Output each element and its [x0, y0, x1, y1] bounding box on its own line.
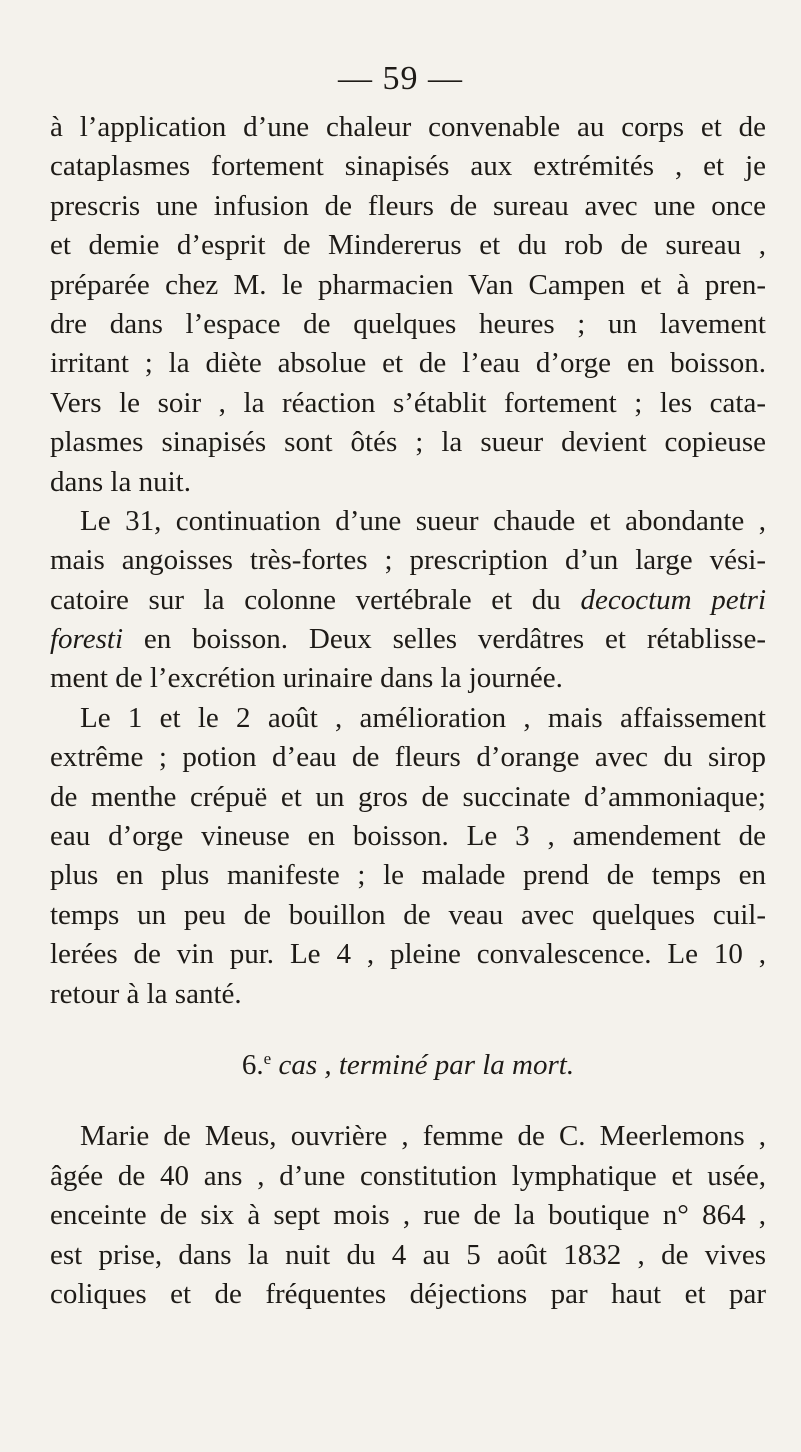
text-line: Le 31, continuation d’une sueur chaude et abondante ,: [80, 504, 766, 537]
text-line: Le 1 et le 2 août , amélioration , mais affaissement: [80, 701, 766, 734]
page-number: — 59 —: [338, 60, 463, 97]
body-text: [50, 108, 766, 1314]
text-line: [50, 620, 766, 659]
case-number-suffix: e: [263, 1048, 272, 1068]
text-line: prescris une infusion de fleurs de sureau avec une once: [50, 189, 766, 222]
text-line: Marie de Meus, ouvrière , femme de C. Meerlemons ,: [80, 1120, 766, 1153]
text-line: dre dans l’espace de quelques heures ; un lavement: [50, 307, 766, 340]
text-line: âgée de 40 ans , d’une constitution lymphatique et usée,: [50, 1159, 766, 1192]
section-gap: [50, 1014, 766, 1046]
text-line: [50, 581, 766, 620]
text-line: extrême ; potion d’eau de fleurs d’orange avec du sirop: [50, 741, 766, 774]
text-line: plus en plus manifeste ; le malade prend de temps en: [50, 859, 766, 892]
text-line: dans la nuit.: [50, 465, 191, 498]
text-line: plasmes sinapisés sont ôtés ; la sueur devient copieuse: [50, 426, 766, 459]
text-fragment: catoire sur la colonne vertébrale et du: [50, 583, 581, 616]
case-heading: [50, 1046, 766, 1085]
section-gap: [50, 1085, 766, 1117]
text-line: lerées de vin pur. Le 4 , pleine convalescence. Le 10 ,: [50, 938, 766, 971]
latin-term: foresti: [50, 623, 124, 656]
text-line: cataplasmes fortement sinapisés aux extrémités , et je: [50, 150, 766, 183]
text-line: de menthe crépuë et un gros de succinate d’ammoniaque;: [50, 780, 766, 813]
text-line: enceinte de six à sept mois , rue de la boutique n° 864 ,: [50, 1199, 766, 1232]
text-line: mais angoisses très-fortes ; prescription d’un large vési-: [50, 544, 766, 577]
text-fragment: en boisson. Deux selles verdâtres et rétablisse-: [123, 623, 766, 656]
text-line: à l’application d’une chaleur convenable au corps et de: [50, 111, 766, 143]
text-line: et demie d’esprit de Mindererus et du rob de sureau ,: [50, 229, 766, 262]
text-line: Vers le soir , la réaction s’établit fortement ; les cata-: [50, 386, 766, 419]
text-line: coliques et de fréquentes déjections par haut et par: [50, 1277, 766, 1310]
text-line: ment de l’excrétion urinaire dans la journée.: [50, 662, 563, 695]
text-line: retour à la santé.: [50, 977, 242, 1010]
text-line: temps un peu de bouillon de veau avec quelques cuil-: [50, 898, 766, 931]
text-line: préparée chez M. le pharmacien Van Campen et à pren-: [50, 268, 766, 301]
text-line: eau d’orge vineuse en boisson. Le 3 , amendement de: [50, 820, 766, 853]
text-line: irritant ; la diète absolue et de l’eau d’orge en boisson.: [50, 347, 766, 380]
text-line: est prise, dans la nuit du 4 au 5 août 1832 , de vives: [50, 1238, 766, 1271]
latin-term: decoctum petri: [580, 583, 766, 616]
case-title: cas , terminé par la mort.: [271, 1048, 575, 1081]
case-number: 6.: [241, 1048, 264, 1081]
